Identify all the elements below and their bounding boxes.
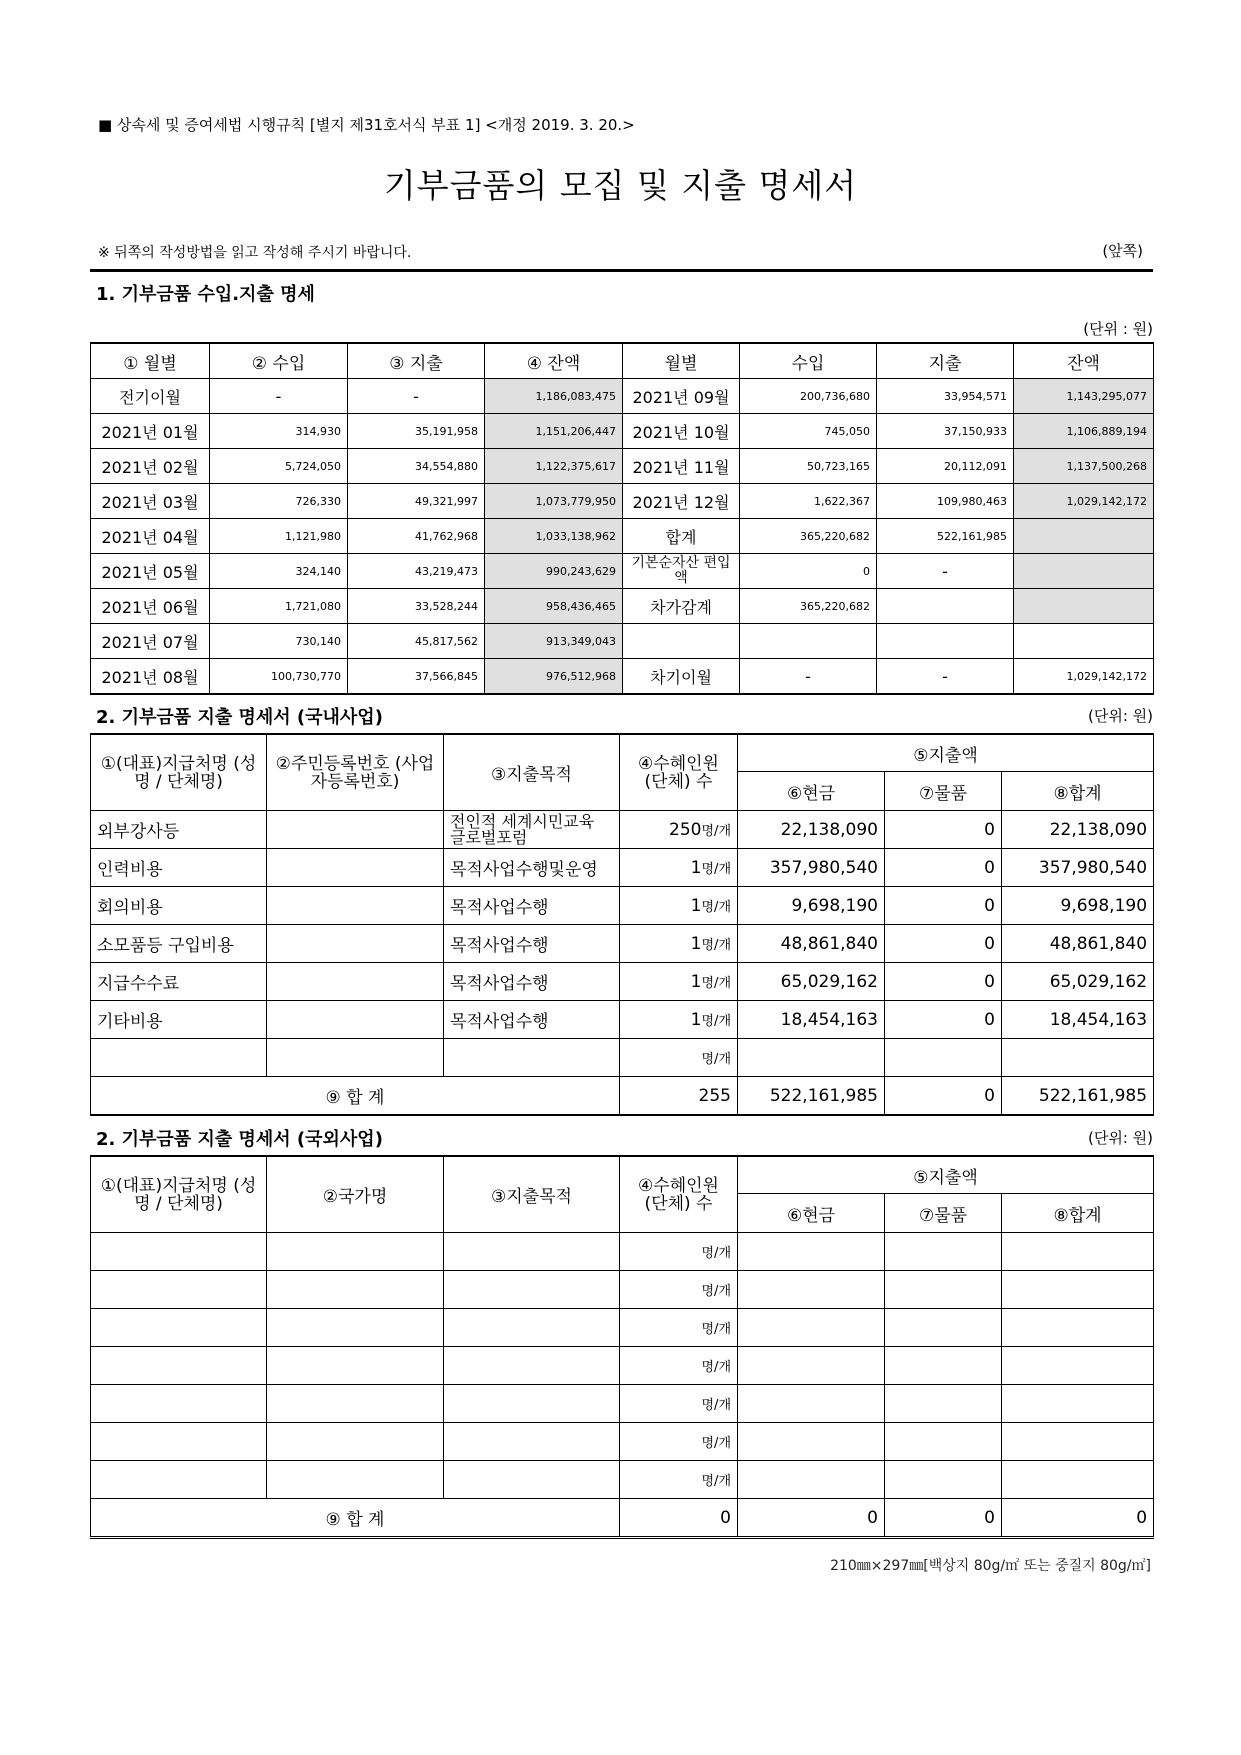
payee-cell: 회의비용 (91, 887, 267, 925)
count-unit: 명/개 (701, 1013, 731, 1029)
count-cell (620, 1233, 738, 1271)
table-cell: 100,730,770 (210, 659, 348, 695)
table-cell (885, 1423, 1002, 1461)
payee-cell: 소모품등 구입비용 (91, 925, 267, 963)
count-unit: 명/개 (701, 1435, 731, 1451)
table-cell: 2021년 12월 (623, 484, 740, 519)
table-cell (1002, 1423, 1154, 1461)
count-cell (620, 1385, 738, 1423)
table-cell: 2021년 05월 (91, 554, 210, 589)
table-cell (738, 1423, 885, 1461)
payee-cell: 인력비용 (91, 849, 267, 887)
count-unit: 명/개 (701, 1473, 731, 1489)
count-value: 1 (690, 857, 702, 878)
table-cell (1014, 624, 1154, 659)
table-row (91, 484, 1154, 519)
table-row (91, 1233, 1154, 1271)
table-cell (885, 1385, 1002, 1423)
table-cell: 2021년 10월 (623, 414, 740, 449)
table-cell: - (740, 659, 877, 695)
table-cell: 33,954,571 (877, 379, 1014, 414)
table-cell: 1,033,138,962 (485, 519, 623, 554)
section1-title: 1. 기부금품 수입.지출 명세 (96, 284, 315, 305)
table-cell (267, 1271, 444, 1309)
table-cell: 2021년 02월 (91, 449, 210, 484)
cash-cell: 48,861,840 (738, 925, 885, 963)
table-cell: 차기이월 (623, 659, 740, 695)
table-cell: 43,219,473 (348, 554, 485, 589)
payee-cell (91, 1039, 267, 1077)
purpose-cell: 전인적 세계시민교육 글로벌포럼 (444, 811, 620, 849)
payee-cell: 외부강사등 (91, 811, 267, 849)
table-cell: 45,817,562 (348, 624, 485, 659)
page-side-label: (앞쪽) (1102, 242, 1143, 260)
table-cell: - (348, 379, 485, 414)
table-cell: 1,122,375,617 (485, 449, 623, 484)
count-unit: 명/개 (701, 1321, 731, 1337)
divider (90, 269, 1153, 272)
table-cell: 2021년 11월 (623, 449, 740, 484)
total-count: 255 (620, 1077, 738, 1116)
table-row (91, 1309, 1154, 1347)
column-header: 잔액 (1014, 343, 1154, 379)
table-row (91, 659, 1154, 695)
column-header: ② 수입 (210, 343, 348, 379)
table-row (91, 519, 1154, 554)
total-cell (1002, 1039, 1154, 1077)
table-cell (444, 1385, 620, 1423)
header-payee: ①(대표)지급처명 (성명 / 단체명) (91, 734, 267, 811)
table-cell (885, 1347, 1002, 1385)
count-value: 1 (690, 971, 702, 992)
table-row (91, 1001, 1154, 1039)
table-cell: 913,349,043 (485, 624, 623, 659)
payee-cell: 지급수수료 (91, 963, 267, 1001)
count-unit: 명/개 (701, 899, 731, 915)
total-total: 522,161,985 (1002, 1077, 1154, 1116)
table-cell (738, 1271, 885, 1309)
count-unit: 명/개 (701, 1283, 731, 1299)
total-cell: 65,029,162 (1002, 963, 1154, 1001)
total-goods: 0 (885, 1499, 1002, 1538)
count-cell (620, 963, 738, 1001)
table-cell (91, 1347, 267, 1385)
count-cell (620, 849, 738, 887)
header-regno: ②주민등록번호 (사업자등록번호) (267, 734, 444, 811)
table-row (91, 1271, 1154, 1309)
header-goods: ⑦물품 (885, 1194, 1002, 1233)
table-cell: 차가감계 (623, 589, 740, 624)
regno-cell (267, 811, 444, 849)
table-cell: - (877, 659, 1014, 695)
table-cell: 49,321,997 (348, 484, 485, 519)
table-cell (267, 1385, 444, 1423)
purpose-cell: 목적사업수행 (444, 1001, 620, 1039)
goods-cell: 0 (885, 849, 1002, 887)
table-cell (1002, 1461, 1154, 1499)
table-cell: 기본순자산 편입액 (623, 554, 740, 589)
table-cell (91, 1233, 267, 1271)
column-header: 수입 (740, 343, 877, 379)
table-cell: - (210, 379, 348, 414)
total-cell: 48,861,840 (1002, 925, 1154, 963)
table-cell: 20,112,091 (877, 449, 1014, 484)
count-unit: 명/개 (701, 975, 731, 991)
count-cell (620, 1461, 738, 1499)
column-header: 지출 (877, 343, 1014, 379)
header-total: ⑧합계 (1002, 772, 1154, 811)
table-cell: 2021년 09월 (623, 379, 740, 414)
table-cell (444, 1309, 620, 1347)
section2-title: 2. 기부금품 지출 명세서 (국내사업) (96, 707, 383, 728)
regno-cell (267, 925, 444, 963)
table-cell (267, 1461, 444, 1499)
header-amount: ⑤지출액 (738, 734, 1154, 772)
total-row (91, 1499, 1154, 1538)
payee-cell: 기타비용 (91, 1001, 267, 1039)
table-cell: 958,436,465 (485, 589, 623, 624)
cash-cell: 357,980,540 (738, 849, 885, 887)
table-row (91, 1039, 1154, 1077)
goods-cell: 0 (885, 811, 1002, 849)
count-cell (620, 925, 738, 963)
table-cell: 730,140 (210, 624, 348, 659)
table-cell (1002, 1233, 1154, 1271)
domestic-expense-table (90, 733, 1154, 1116)
table-header-row (91, 343, 1154, 379)
table-cell (444, 1347, 620, 1385)
cash-cell: 22,138,090 (738, 811, 885, 849)
table-cell: 745,050 (740, 414, 877, 449)
regno-cell (267, 887, 444, 925)
table-cell: 5,724,050 (210, 449, 348, 484)
table-cell: 41,762,968 (348, 519, 485, 554)
table-cell: 35,191,958 (348, 414, 485, 449)
table-row (91, 624, 1154, 659)
table-row (91, 963, 1154, 1001)
table-cell: 50,723,165 (740, 449, 877, 484)
table-cell: 37,150,933 (877, 414, 1014, 449)
column-header: ④ 잔액 (485, 343, 623, 379)
table-cell (444, 1461, 620, 1499)
count-unit: 명/개 (701, 1359, 731, 1375)
table-row (91, 1347, 1154, 1385)
header-count: ④수혜인원 (단체) 수 (620, 1156, 738, 1233)
table-cell (91, 1461, 267, 1499)
table-row (91, 379, 1154, 414)
table-cell (91, 1385, 267, 1423)
purpose-cell: 목적사업수행 (444, 887, 620, 925)
total-cell: 9,698,190 (1002, 887, 1154, 925)
table-cell (877, 589, 1014, 624)
table-cell (738, 1309, 885, 1347)
table-cell: 522,161,985 (877, 519, 1014, 554)
count-value: 1 (690, 1009, 702, 1030)
table-cell: 1,622,367 (740, 484, 877, 519)
table-row (91, 849, 1154, 887)
table-cell: 2021년 04월 (91, 519, 210, 554)
total-total: 0 (1002, 1499, 1154, 1538)
column-header: 월별 (623, 343, 740, 379)
table-cell: 365,220,682 (740, 589, 877, 624)
table-cell: 365,220,682 (740, 519, 877, 554)
total-count: 0 (620, 1499, 738, 1538)
goods-cell: 0 (885, 925, 1002, 963)
count-unit: 명/개 (701, 937, 731, 953)
table-cell (267, 1233, 444, 1271)
table-cell (877, 624, 1014, 659)
table-cell (1014, 554, 1154, 589)
table-cell: 0 (740, 554, 877, 589)
count-value: 1 (690, 895, 702, 916)
table-cell (738, 1461, 885, 1499)
header-country: ②국가명 (267, 1156, 444, 1233)
column-header: ① 월별 (91, 343, 210, 379)
section3-unit: (단위: 원) (1088, 1129, 1153, 1147)
total-goods: 0 (885, 1077, 1002, 1116)
table-cell: 1,029,142,172 (1014, 484, 1154, 519)
cash-cell: 65,029,162 (738, 963, 885, 1001)
cash-cell: 18,454,163 (738, 1001, 885, 1039)
section1-unit: (단위 : 원) (1083, 320, 1153, 338)
header-payee: ①(대표)지급처명 (성명 / 단체명) (91, 1156, 267, 1233)
table-row (91, 887, 1154, 925)
count-cell (620, 1039, 738, 1077)
table-row (91, 554, 1154, 589)
header-count: ④수혜인원 (단체) 수 (620, 734, 738, 811)
table-row (91, 1423, 1154, 1461)
instruction-note: ※ 뒤쪽의 작성방법을 읽고 작성해 주시기 바랍니다. (98, 245, 412, 261)
table-cell: - (877, 554, 1014, 589)
total-label: ⑨ 합 계 (91, 1499, 620, 1538)
table-cell (738, 1233, 885, 1271)
table-cell (91, 1271, 267, 1309)
table-cell (444, 1423, 620, 1461)
regno-cell (267, 849, 444, 887)
count-cell (620, 1309, 738, 1347)
table-cell (885, 1271, 1002, 1309)
goods-cell (885, 1039, 1002, 1077)
table-cell: 1,143,295,077 (1014, 379, 1154, 414)
header-purpose: ③지출목적 (444, 734, 620, 811)
table-cell (885, 1461, 1002, 1499)
count-unit: 명/개 (701, 1397, 731, 1413)
total-cell: 18,454,163 (1002, 1001, 1154, 1039)
table-cell: 990,243,629 (485, 554, 623, 589)
total-row (91, 1077, 1154, 1116)
table-cell: 1,151,206,447 (485, 414, 623, 449)
income-expense-table (90, 342, 1154, 695)
table-cell: 2021년 07월 (91, 624, 210, 659)
section2-unit: (단위: 원) (1088, 707, 1153, 725)
count-unit: 명/개 (701, 861, 731, 877)
table-cell (1014, 519, 1154, 554)
table-cell (1002, 1309, 1154, 1347)
table-cell: 합계 (623, 519, 740, 554)
table-cell: 33,528,244 (348, 589, 485, 624)
table-row (91, 811, 1154, 849)
section3-title: 2. 기부금품 지출 명세서 (국외사업) (96, 1129, 383, 1150)
table-cell (91, 1423, 267, 1461)
table-cell (444, 1233, 620, 1271)
table-cell (885, 1233, 1002, 1271)
table-cell: 2021년 06월 (91, 589, 210, 624)
table-cell (1002, 1385, 1154, 1423)
total-cash: 0 (738, 1499, 885, 1538)
document-title: 기부금품의 모집 및 지출 명세서 (383, 166, 858, 205)
table-cell: 324,140 (210, 554, 348, 589)
count-unit: 명/개 (701, 1245, 731, 1261)
total-cash: 522,161,985 (738, 1077, 885, 1116)
count-value: 250 (669, 819, 702, 840)
law-reference: ■ 상속세 및 증여세법 시행규칙 [별지 제31호서식 부표 1] <개정 2019. 3. 20.> (98, 116, 635, 134)
table-cell: 37,566,845 (348, 659, 485, 695)
table-cell: 976,512,968 (485, 659, 623, 695)
header-total: ⑧합계 (1002, 1194, 1154, 1233)
table-cell (1002, 1271, 1154, 1309)
count-cell (620, 1347, 738, 1385)
table-cell (267, 1423, 444, 1461)
purpose-cell: 목적사업수행및운영 (444, 849, 620, 887)
header-cash: ⑥현금 (738, 772, 885, 811)
header-purpose: ③지출목적 (444, 1156, 620, 1233)
table-cell: 1,137,500,268 (1014, 449, 1154, 484)
table-cell: 1,121,980 (210, 519, 348, 554)
table-row (91, 1385, 1154, 1423)
table-cell: 1,106,889,194 (1014, 414, 1154, 449)
goods-cell: 0 (885, 963, 1002, 1001)
regno-cell (267, 1039, 444, 1077)
count-cell (620, 1271, 738, 1309)
header-amount: ⑤지출액 (738, 1156, 1154, 1194)
table-cell: 726,330 (210, 484, 348, 519)
purpose-cell: 목적사업수행 (444, 925, 620, 963)
total-label: ⑨ 합 계 (91, 1077, 620, 1116)
table-cell (444, 1271, 620, 1309)
count-value: 1 (690, 933, 702, 954)
table-cell: 200,736,680 (740, 379, 877, 414)
table-cell: 2021년 03월 (91, 484, 210, 519)
table-cell (91, 1309, 267, 1347)
paper-spec: 210㎜×297㎜[백상지 80g/㎡ 또는 중질지 80g/㎡] (830, 1558, 1151, 1574)
overseas-expense-table (90, 1155, 1154, 1539)
count-cell (620, 811, 738, 849)
table-row (91, 414, 1154, 449)
table-cell (267, 1309, 444, 1347)
table-cell (885, 1309, 1002, 1347)
count-cell (620, 1001, 738, 1039)
goods-cell: 0 (885, 1001, 1002, 1039)
table-cell: 314,930 (210, 414, 348, 449)
table-cell: 2021년 08월 (91, 659, 210, 695)
table-cell (738, 1385, 885, 1423)
table-cell: 1,721,080 (210, 589, 348, 624)
goods-cell: 0 (885, 887, 1002, 925)
total-cell: 22,138,090 (1002, 811, 1154, 849)
table-row (91, 589, 1154, 624)
table-cell (1014, 589, 1154, 624)
count-cell (620, 1423, 738, 1461)
purpose-cell: 목적사업수행 (444, 963, 620, 1001)
table-cell: 34,554,880 (348, 449, 485, 484)
header-goods: ⑦물품 (885, 772, 1002, 811)
table-cell (267, 1347, 444, 1385)
count-cell (620, 887, 738, 925)
cash-cell (738, 1039, 885, 1077)
table-row (91, 925, 1154, 963)
cash-cell: 9,698,190 (738, 887, 885, 925)
table-row (91, 449, 1154, 484)
table-cell: 1,186,083,475 (485, 379, 623, 414)
table-cell: 1,073,779,950 (485, 484, 623, 519)
table-row (91, 1461, 1154, 1499)
total-cell: 357,980,540 (1002, 849, 1154, 887)
header-cash: ⑥현금 (738, 1194, 885, 1233)
count-unit: 명/개 (701, 1051, 731, 1067)
purpose-cell (444, 1039, 620, 1077)
table-cell (1002, 1347, 1154, 1385)
table-cell: 2021년 01월 (91, 414, 210, 449)
regno-cell (267, 963, 444, 1001)
table-cell: 109,980,463 (877, 484, 1014, 519)
table-cell (623, 624, 740, 659)
column-header: ③ 지출 (348, 343, 485, 379)
regno-cell (267, 1001, 444, 1039)
table-cell: 1,029,142,172 (1014, 659, 1154, 695)
table-cell: 전기이월 (91, 379, 210, 414)
count-unit: 명/개 (701, 823, 731, 839)
table-cell (738, 1347, 885, 1385)
table-cell (740, 624, 877, 659)
